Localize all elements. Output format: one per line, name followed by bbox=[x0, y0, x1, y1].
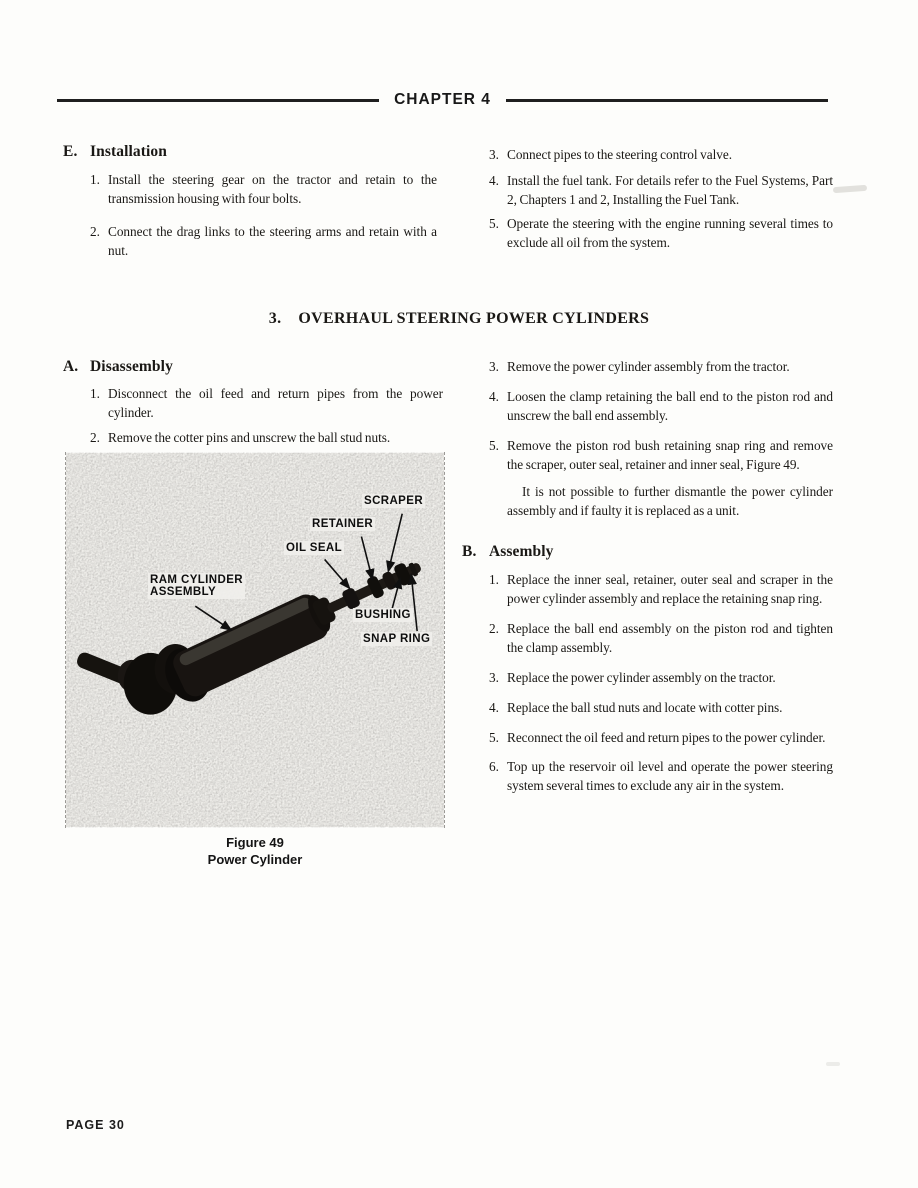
disassembly-right-column bbox=[462, 357, 833, 795]
section-letter: E. bbox=[63, 143, 78, 160]
section-letter: B. bbox=[462, 543, 477, 560]
item-text: Replace the ball stud nuts and locate with cotter pins. bbox=[507, 700, 783, 715]
section-title: Disassembly bbox=[90, 358, 173, 375]
item-text: Install the fuel tank. For details refer to the Fuel Systems, Part 2, Chapters 1 and 2, Installing the Fuel Tank. bbox=[507, 173, 833, 207]
list-item bbox=[462, 698, 833, 717]
list-item bbox=[462, 728, 833, 747]
list-item bbox=[462, 570, 833, 608]
list-item bbox=[462, 387, 833, 425]
ram-label-line1: RAM CYLINDER bbox=[150, 574, 243, 586]
chapter-header bbox=[57, 91, 828, 109]
item-text: Operate the steering with the engine running several times to exclude all oil from the system. bbox=[507, 216, 833, 250]
item-number: 1. bbox=[90, 386, 100, 401]
disassembly-left-column bbox=[63, 357, 443, 447]
item-number: 5. bbox=[489, 730, 499, 745]
section-letter: A. bbox=[63, 358, 79, 375]
figure-label-retainer: RETAINER bbox=[312, 518, 374, 530]
item-number: 2. bbox=[489, 621, 499, 636]
list-item bbox=[63, 428, 443, 447]
item-text: Remove the piston rod bush retaining snap ring and remove the scraper, outer seal, retainer and inner seal, Figure 49. bbox=[507, 438, 833, 472]
figure-label-bushing: BUSHING bbox=[355, 609, 411, 621]
list-item bbox=[462, 436, 833, 474]
list-item bbox=[462, 214, 833, 252]
figure-label-snap-ring: SNAP RING bbox=[363, 633, 431, 645]
item-text: Replace the inner seal, retainer, outer seal and scraper in the power cylinder assembly and replace the retaining snap ring. bbox=[507, 572, 833, 606]
installation-left-column bbox=[63, 142, 437, 260]
item-text: Loosen the clamp retaining the ball end to the piston rod and unscrew the ball end assembly. bbox=[507, 389, 833, 423]
list-item bbox=[462, 145, 833, 164]
chapter-title: CHAPTER 4 bbox=[394, 91, 491, 108]
list-item bbox=[462, 357, 833, 376]
item-number: 3. bbox=[489, 359, 499, 374]
page-number: PAGE 30 bbox=[66, 1118, 125, 1132]
item-number: 4. bbox=[489, 700, 499, 715]
installation-right-column bbox=[462, 145, 833, 252]
item-text: Connect pipes to the steering control valve. bbox=[507, 147, 732, 162]
item-number: 1. bbox=[489, 572, 499, 587]
item-number: 3. bbox=[489, 670, 499, 685]
item-text: Connect the drag links to the steering arms and retain with a nut. bbox=[108, 224, 437, 258]
list-item bbox=[462, 668, 833, 687]
header-rule-right bbox=[506, 99, 828, 102]
scan-smudge bbox=[833, 185, 867, 193]
disassembly-heading bbox=[63, 357, 443, 377]
scan-speck bbox=[826, 1062, 840, 1066]
figure-label-ram-cylinder bbox=[148, 573, 245, 599]
item-text: Replace the power cylinder assembly on the tractor. bbox=[507, 670, 776, 685]
installation-heading bbox=[63, 142, 437, 162]
overhaul-section-heading bbox=[0, 310, 918, 328]
item-text: Disconnect the oil feed and return pipes from the power cylinder. bbox=[108, 386, 443, 420]
figure-caption bbox=[65, 834, 445, 868]
header-rule-left bbox=[57, 99, 379, 102]
item-number: 5. bbox=[489, 438, 499, 453]
list-item bbox=[462, 757, 833, 795]
section-title: Assembly bbox=[489, 543, 554, 560]
item-text: Install the steering gear on the tractor and retain to the transmission housing with four bolts. bbox=[108, 172, 437, 206]
figure-number: Figure 49 bbox=[226, 835, 284, 850]
item-text: Top up the reservoir oil level and operate the power steering system several times to exclude any air in the system. bbox=[507, 759, 833, 793]
item-text: Replace the ball end assembly on the piston rod and tighten the clamp assembly. bbox=[507, 621, 833, 655]
ram-label-line2: ASSEMBLY bbox=[150, 586, 217, 598]
item-number: 4. bbox=[489, 173, 499, 188]
item-text: Remove the power cylinder assembly from the tractor. bbox=[507, 359, 790, 374]
list-item bbox=[462, 619, 833, 657]
item-number: 2. bbox=[90, 430, 100, 445]
figure-title: Power Cylinder bbox=[207, 852, 303, 867]
list-item bbox=[63, 170, 437, 208]
item-text: Reconnect the oil feed and return pipes to the power cylinder. bbox=[507, 730, 826, 745]
disassembly-note: It is not possible to further dismantle the power cylinder assembly and if faulty it is replaced as a unit. bbox=[507, 484, 833, 518]
figure-49-photo bbox=[65, 452, 445, 828]
assembly-heading bbox=[462, 542, 833, 562]
section-title: Installation bbox=[90, 143, 167, 160]
section-number: 3. bbox=[268, 310, 282, 327]
item-number: 1. bbox=[90, 172, 100, 187]
list-item bbox=[63, 384, 443, 422]
item-number: 3. bbox=[489, 147, 499, 162]
item-text: Remove the cotter pins and unscrew the ball stud nuts. bbox=[108, 430, 391, 445]
item-number: 6. bbox=[489, 759, 499, 774]
list-item bbox=[63, 222, 437, 260]
item-number: 5. bbox=[489, 216, 499, 231]
list-item bbox=[462, 171, 833, 209]
figure-label-scraper: SCRAPER bbox=[364, 495, 424, 507]
item-number: 4. bbox=[489, 389, 499, 404]
figure-label-oil-seal: OIL SEAL bbox=[286, 542, 343, 554]
section-title: OVERHAUL STEERING POWER CYLINDERS bbox=[298, 310, 650, 327]
item-number: 2. bbox=[90, 224, 100, 239]
